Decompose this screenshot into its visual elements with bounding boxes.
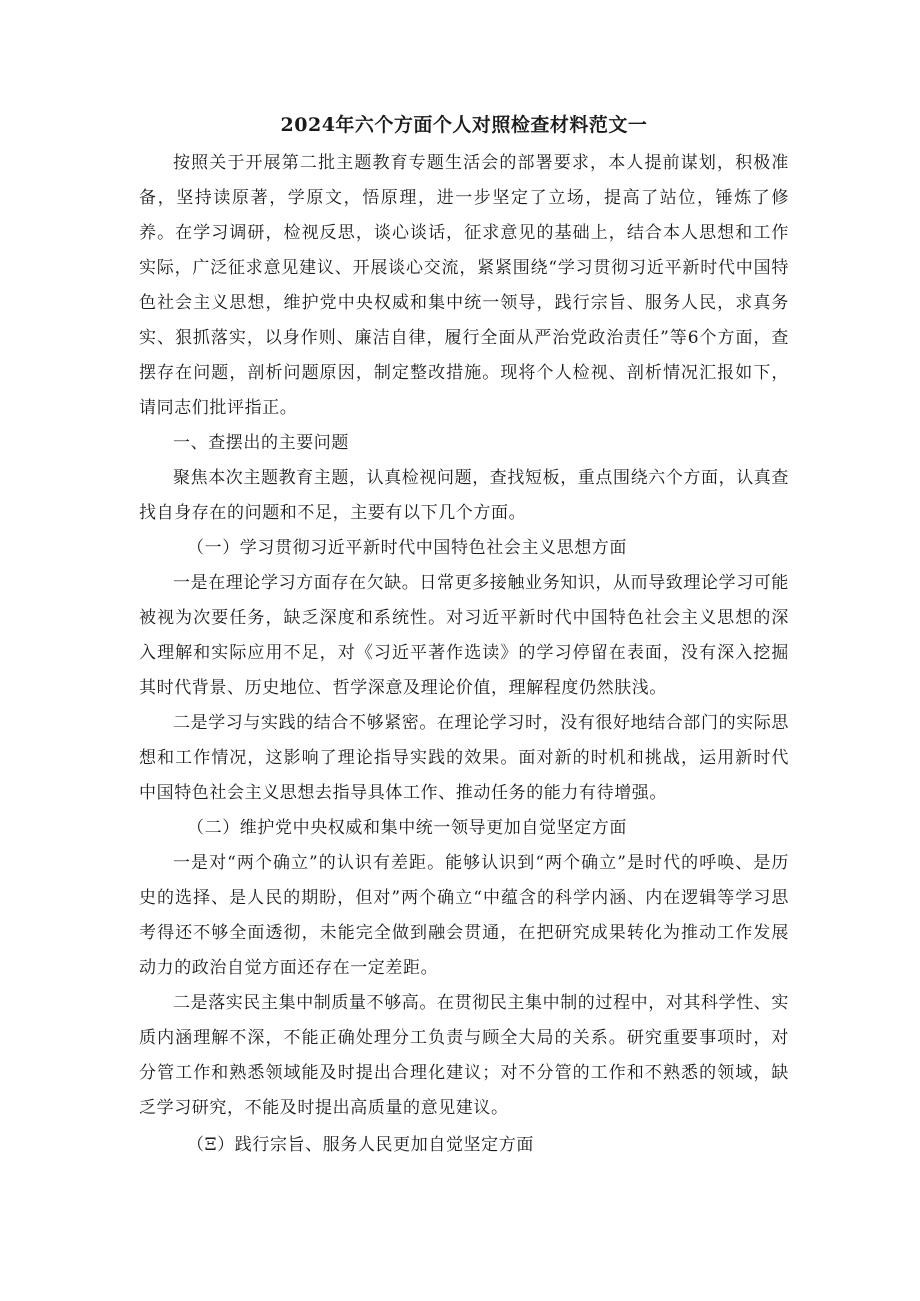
section-1-intro-paragraph: 聚焦本次主题教育主题，认真检视问题，查找短板，重点围绕六个方面，认真查找自身存在的问题和不足，主要有以下几个方面。 xyxy=(139,468,789,523)
subsection-2-paragraph-1: 一是对“两个确立”的认识有差距。能够认识到“两个确立”是时代的呼唤、是历史的选择、是人民的期盼，但对”两个确立“中蕴含的科学内涵、内在逻辑等学习思考得还不够全面透彻，未能完全做到融会贯通，在把研究成果转化为推动工作发展动力的政治自觉方面还存在一定差距。 xyxy=(139,853,789,978)
subsection-1-paragraph-1: 一是在理论学习方面存在欠缺。日常更多接触业务知识，从而导致理论学习可能被视为次要任务，缺乏深度和系统性。对习近平新时代中国特色社会主义思想的深入理解和实际应用不足，对《习近平著作选读》的学习停留在表面，没有深入挖掘其时代背景、历史地位、哲学深意及理论价值，理解程度仍然肤浅。 xyxy=(139,573,789,698)
document-page xyxy=(139,112,789,1163)
subsection-2-paragraph-2: 二是落实民主集中制质量不够高。在贯彻民主集中制的过程中，对其科学性、实质内涵理解不深，不能正确处理分工负责与顾全大局的关系。研究重要事项时，对分管工作和熟悉领域能及时提出合理化建议；对不分管的工作和不熟悉的领域，缺乏学习研究，不能及时提出高质量的意见建议。 xyxy=(139,993,789,1118)
document-title: 2024年六个方面个人对照检查材料范文一 xyxy=(280,114,648,136)
section-heading-1: 一、查摆出的主要问题 xyxy=(173,433,349,453)
subsection-1-paragraph-2: 二是学习与实践的结合不够紧密。在理论学习时，没有很好地结合部门的实际思想和工作情况，这影响了理论指导实践的效果。面对新的时机和挑战，运用新时代中国特色社会主义思想去指导具体工作、推动任务的能力有待增强。 xyxy=(139,713,789,803)
subsection-heading-3: （Ξ）践行宗旨、服务人民更加自觉坚定方面 xyxy=(187,1135,534,1155)
subsection-heading-1: （一）学习贯彻习近平新时代中国特色社会主义思想方面 xyxy=(187,538,627,558)
subsection-heading-2: （二）维护党中央权威和集中统一领导更加自觉坚定方面 xyxy=(187,818,627,838)
intro-paragraph: 按照关于开展第二批主题教育专题生活会的部署要求，本人提前谋划，积极准备，坚持读原著，学原文，悟原理，进一步坚定了立场，提高了站位，锤炼了修养。在学习调研，检视反思，谈心谈话，征求意见的基础上，结合本人思想和工作实际，广泛征求意见建议、开展谈心交流，紧紧围绕“学习贯彻习近平新时代中国特色社会主义思想，维护党中央权威和集中统一领导，践行宗旨、服务人民，求真务实、狠抓落实，以身作则、廉洁自律，履行全面从严治党政治责任”等6个方面，查摆存在问题，剖析问题原因，制定整改措施。现将个人检视、剖析情况汇报如下，请同志们批评指正。 xyxy=(139,153,789,418)
